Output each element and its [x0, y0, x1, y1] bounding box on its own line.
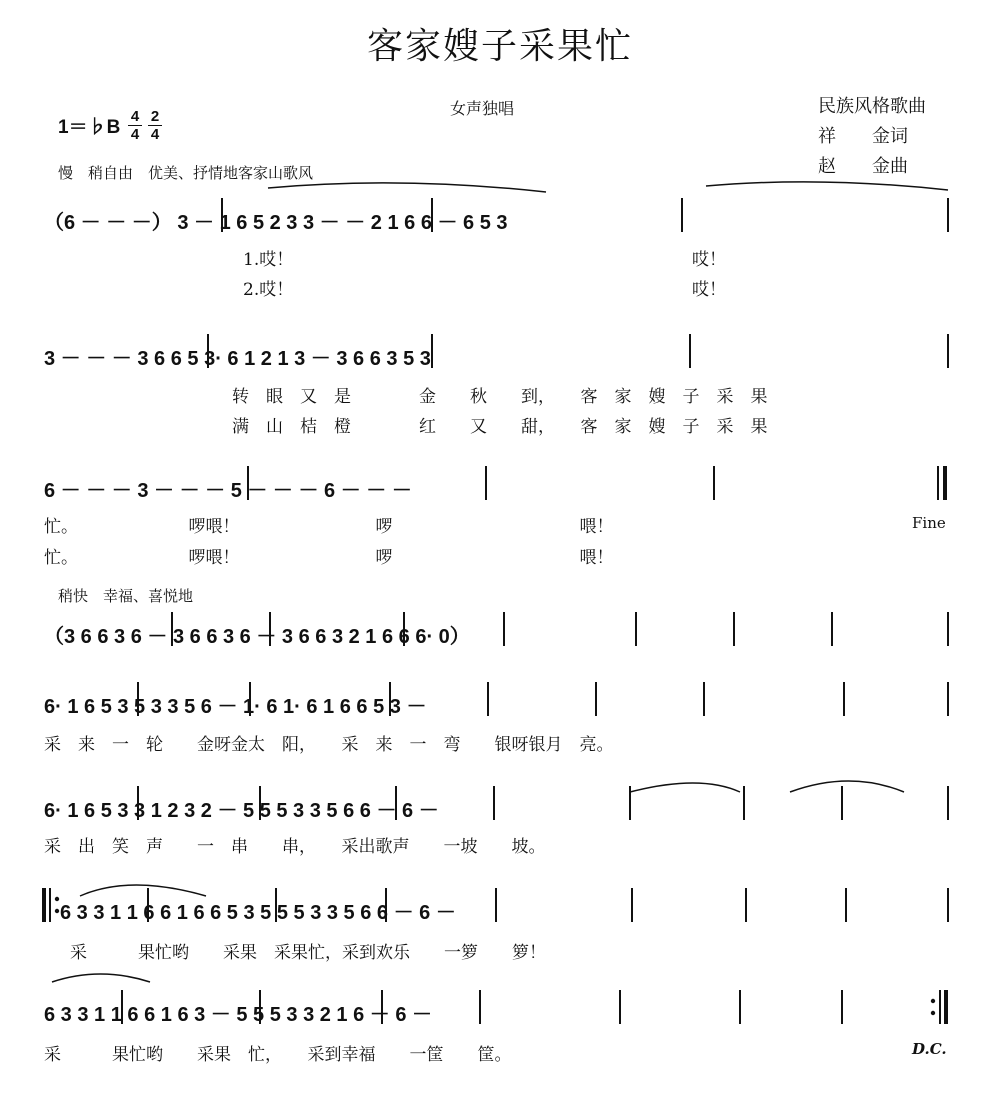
slur: [706, 182, 948, 190]
composer-label: 赵 金曲: [818, 156, 908, 177]
notation-row-5: 6· 1 6 5 3 5 3 3 5 6 － 1· 6 1· 6 1 6 6 5 3 －: [44, 696, 427, 718]
tempo-marking-2: 稍快 幸福、喜悦地: [58, 587, 194, 605]
song-title: 客家嫂子采果忙: [366, 26, 633, 67]
notation-row-2: 3 － － － 3 6 6 5 3· 6 1 2 1 3 － 3 6 6 3 5 3: [44, 348, 431, 370]
meter-a-top: 4: [130, 108, 140, 125]
slur: [52, 974, 150, 982]
slur: [630, 783, 740, 792]
tempo-marking-1: 慢 稍自由 优美、抒情地客家山歌风: [58, 164, 314, 182]
meter-a-bottom: 4: [130, 126, 140, 143]
subtitle: 女声独唱: [450, 99, 515, 118]
notation-row-3: 6 － － － 3 － － － 5 － － － 6 － － －: [44, 480, 412, 502]
lyric-row-3-verse-1: 忙。 啰喂！ 啰 喂！: [44, 517, 614, 537]
lyric-row-8: 采 果忙哟 采果 忙， 采到幸福 一筐 筐。: [44, 1045, 512, 1065]
fine-marking: Fine: [912, 514, 946, 532]
lyric-row-7: 采 果忙哟 采果 采果忙，采到欢乐 一箩 箩！: [70, 943, 546, 963]
slur: [790, 781, 904, 792]
dc-marking: D.C.: [912, 1040, 947, 1058]
notation-row-8: 6 3 3 1 1 6 6 1 6 3 － 5 5 5 3 3 2 1 6 － 6 －: [44, 1004, 433, 1026]
lyric-row-1-verse-1-a: 1.哎！: [243, 250, 294, 270]
notation-row-4: （3 6 6 3 6 － 3 6 6 3 6 － 3 6 6 3 2 1 6 6 6· 0）: [44, 626, 470, 648]
slur: [80, 885, 206, 896]
meter-b-top: 2: [150, 108, 160, 125]
notation-row-6: 6· 1 6 5 3 3 1 2 3 2 － 5 5 5 3 3 5 6 6 － 6 －: [44, 800, 439, 822]
lyric-row-5: 采 来 一 轮 金呀金太 阳， 采 来 一 弯 银呀银月 亮。: [44, 735, 614, 755]
lyric-row-1-verse-2-b: 哎！: [692, 280, 726, 300]
lyric-row-1-verse-2-a: 2.哎！: [243, 280, 294, 300]
lyric-row-1-verse-1-b: 哎！: [692, 250, 726, 270]
lyricist-label: 祥 金词: [818, 126, 908, 147]
lyric-row-2-verse-2: 满 山 桔 橙 红 又 甜， 客 家 嫂 子 采 果: [232, 417, 768, 437]
key-signature: 1＝♭B: [58, 117, 121, 138]
notation-row-1: （6 － － －） 3 － 1 6 5 2 3 3 － － 2 1 6 6 － 6 5 3: [44, 212, 508, 234]
lyric-row-3-verse-2: 忙。 啰喂！ 啰 喂！: [44, 548, 614, 568]
notation-row-7: 6 3 3 1 1 6 6 1 6 6 5 3 5 5 5 3 3 5 6 6 － 6 －: [60, 902, 456, 924]
lyric-row-2-verse-1: 转 眼 又 是 金 秋 到， 客 家 嫂 子 采 果: [232, 387, 768, 407]
lyric-row-6: 采 出 笑 声 一 串 串， 采出歌声 一坡 坡。: [44, 837, 546, 857]
meter-b-bottom: 4: [150, 126, 160, 143]
slur: [268, 183, 546, 192]
genre-label: 民族风格歌曲: [818, 96, 926, 117]
